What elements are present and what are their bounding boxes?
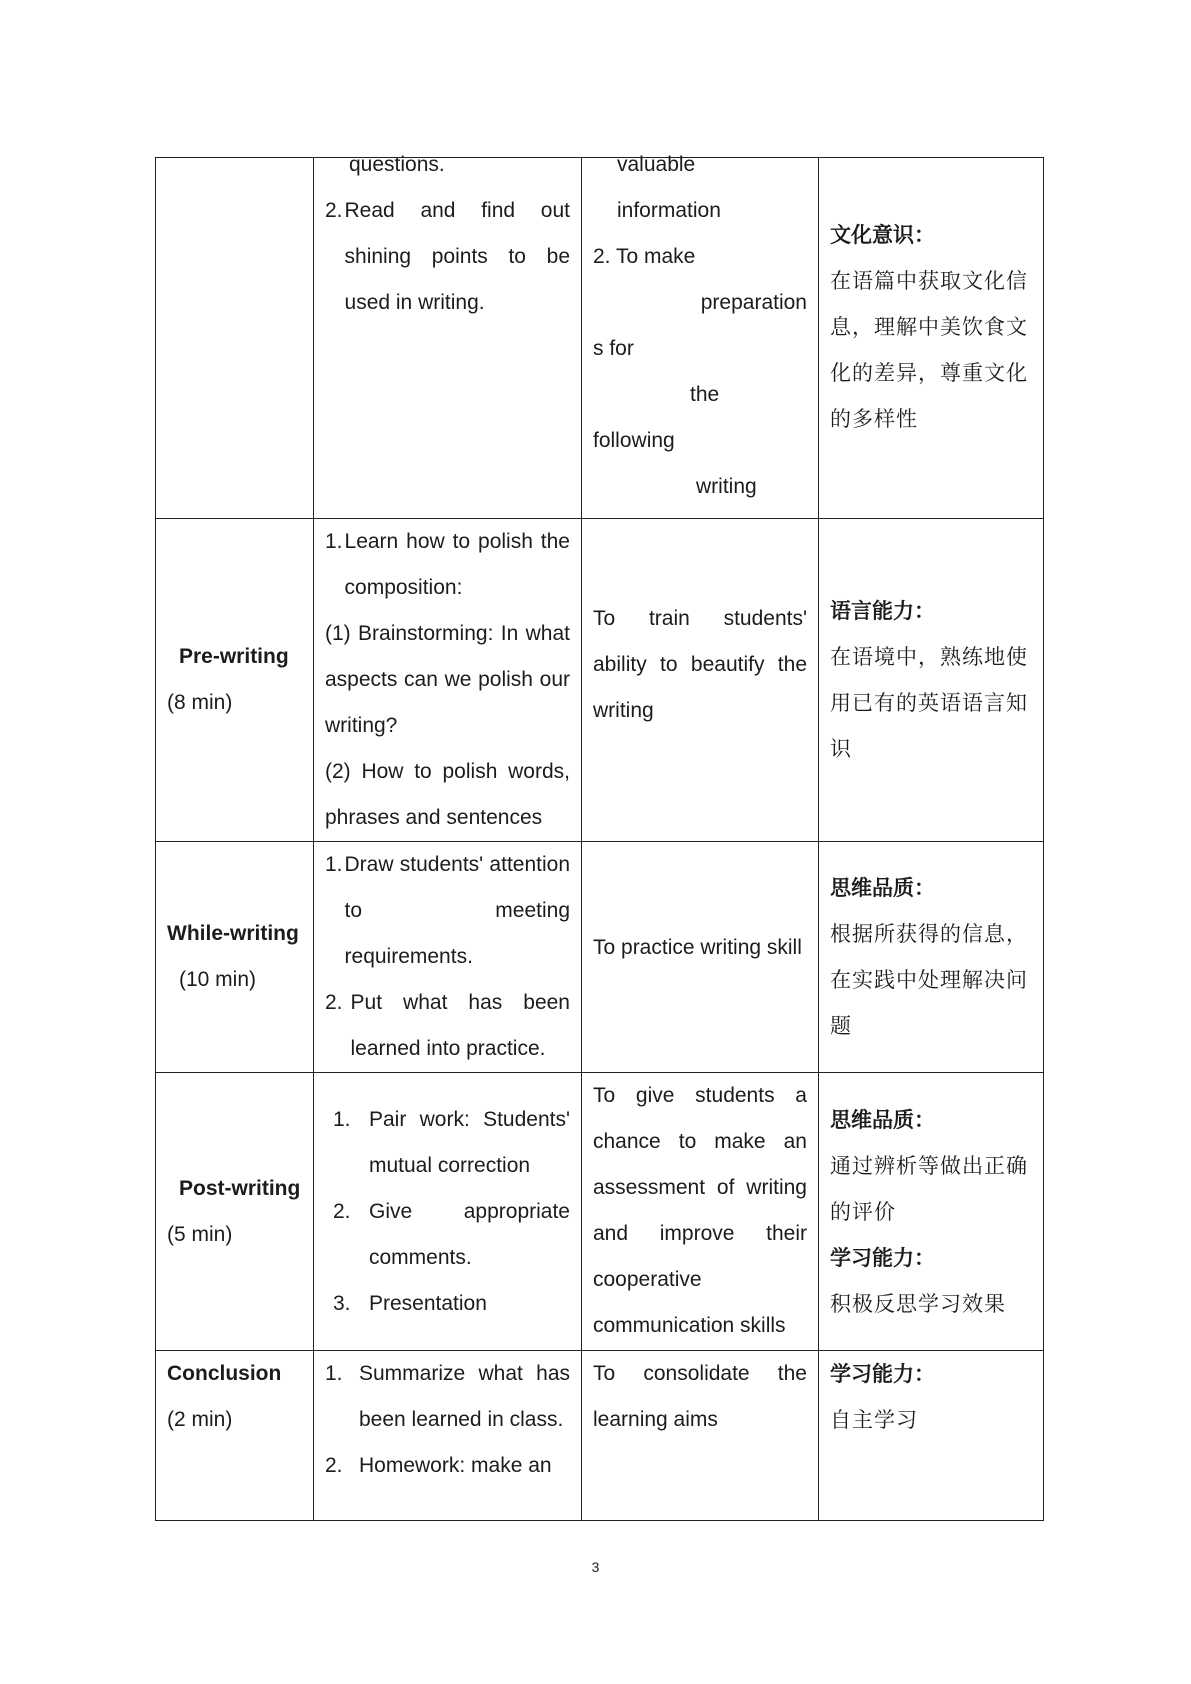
list-item — [325, 519, 570, 611]
activity-list — [325, 1351, 570, 1489]
table-row — [156, 842, 1044, 1073]
purpose-line: information — [617, 199, 721, 222]
purpose-line: writing — [696, 475, 757, 498]
step-cell — [156, 842, 314, 1073]
list-item — [325, 188, 570, 326]
goal-text: 积极反思学习效果 — [830, 1291, 1006, 1316]
activity-text: Learn how to polish the composition: — [344, 530, 570, 599]
activity-text: Pair work: Students' mutual correction — [369, 1107, 570, 1177]
step-time: (5 min) — [167, 1222, 233, 1246]
goal-title: 语言能力： — [830, 599, 935, 623]
goal-text: 根据所获得的信息，在实践中处理解决问题 — [830, 922, 1028, 1038]
activity-text: Put what has been learned into practice. — [350, 991, 570, 1060]
step-cell — [156, 1351, 314, 1521]
activity-text: Presentation — [369, 1291, 487, 1315]
step-cell — [156, 1073, 314, 1351]
item-number: 2. — [333, 1199, 351, 1223]
activity-text: Give appropriate comments. — [369, 1199, 570, 1269]
activity-text: Draw students' attention to meeting requirements. — [344, 853, 570, 968]
list-item — [333, 1281, 570, 1327]
activity-list — [325, 188, 570, 326]
activity-list — [333, 1097, 570, 1327]
goal-text: 在语篇中获取文化信息，理解中美饮食文化的差异，尊重文化的多样性 — [830, 269, 1028, 431]
step-cell — [156, 519, 314, 842]
step-name: Conclusion — [167, 1362, 282, 1385]
activities-cell — [314, 1351, 582, 1521]
list-item — [325, 1351, 570, 1443]
purpose-cell — [582, 1351, 819, 1521]
goal-title: 学习能力： — [830, 1362, 935, 1386]
activity-text: Homework: make an — [359, 1454, 552, 1477]
activities-cell — [314, 1073, 582, 1351]
list-item — [333, 1097, 570, 1189]
goal-title: 学习能力： — [830, 1245, 935, 1270]
goals-cell — [819, 1073, 1044, 1351]
purpose-line: 2. To make — [593, 245, 696, 268]
purpose-cell — [582, 1073, 819, 1351]
goals-cell — [819, 1351, 1044, 1521]
item-number: 1. — [325, 1362, 343, 1385]
purpose-line: following — [593, 429, 675, 452]
item-number: 2. — [325, 991, 343, 1014]
purpose-cell — [582, 519, 819, 842]
goal-text: 在语境中，熟练地使用已有的英语语言知识 — [830, 645, 1028, 761]
list-item — [325, 842, 570, 980]
purpose-text: To consolidate the learning aims — [593, 1362, 807, 1431]
goal-text: 自主学习 — [830, 1408, 918, 1432]
item-number: 2. — [325, 199, 343, 222]
activity-list — [325, 842, 570, 1072]
purpose-line: valuable — [617, 153, 696, 176]
purpose-cell — [582, 153, 819, 519]
page-number: 3 — [591, 1559, 600, 1575]
purpose-line: the — [690, 383, 720, 406]
activity-text: (2) How to polish words, phrases and sentences — [325, 760, 570, 829]
activity-text: questions. — [349, 153, 445, 176]
goals-cell — [819, 158, 1044, 519]
purpose-cell — [582, 842, 819, 1073]
step-time: (8 min) — [167, 691, 233, 714]
goal-title: 思维品质： — [830, 876, 935, 900]
table-row — [156, 158, 1044, 519]
purpose-text: To train students' ability to beautify the writing — [593, 607, 807, 722]
item-number: 3. — [333, 1291, 351, 1315]
table-row — [156, 519, 1044, 842]
goals-cell — [819, 842, 1044, 1073]
activity-text: (1) Brainstorming: In what aspects can we polish our writing? — [325, 622, 570, 737]
list-item — [333, 1189, 570, 1281]
table-row — [156, 1073, 1044, 1351]
activities-cell — [314, 519, 582, 842]
goal-title: 文化意识： — [830, 223, 935, 247]
activity-text: Summarize what has been learned in class. — [359, 1362, 570, 1431]
purpose-line: s for — [593, 337, 634, 360]
purpose-text: To give students a chance to make an assessment of writing and improve their cooperative communication skills — [593, 1084, 807, 1337]
step-name: Pre-writing — [179, 645, 289, 668]
step-time: (10 min) — [179, 968, 257, 991]
step-name: While-writing — [167, 922, 299, 945]
step-cell — [156, 158, 314, 519]
item-number: 1. — [333, 1107, 351, 1131]
item-number: 2. — [325, 1454, 343, 1477]
activity-list — [325, 519, 570, 611]
goal-text: 通过辨析等做出正确的评价 — [830, 1153, 1028, 1224]
step-time: (2 min) — [167, 1408, 233, 1431]
list-item — [325, 1443, 570, 1489]
activities-cell — [314, 153, 582, 519]
activity-text: Read and find out shining points to be used in writing. — [344, 199, 570, 314]
purpose-line: preparation — [700, 291, 807, 314]
purpose-text: To practice writing skill — [593, 936, 802, 959]
step-name: Post-writing — [179, 1176, 301, 1200]
goal-title: 思维品质： — [830, 1107, 935, 1132]
item-number: 1. — [325, 853, 343, 876]
lesson-plan-table — [155, 153, 1044, 1521]
item-number: 1. — [325, 530, 343, 553]
list-item — [325, 980, 570, 1072]
goals-cell — [819, 519, 1044, 842]
table-row — [156, 1351, 1044, 1521]
activities-cell — [314, 842, 582, 1073]
